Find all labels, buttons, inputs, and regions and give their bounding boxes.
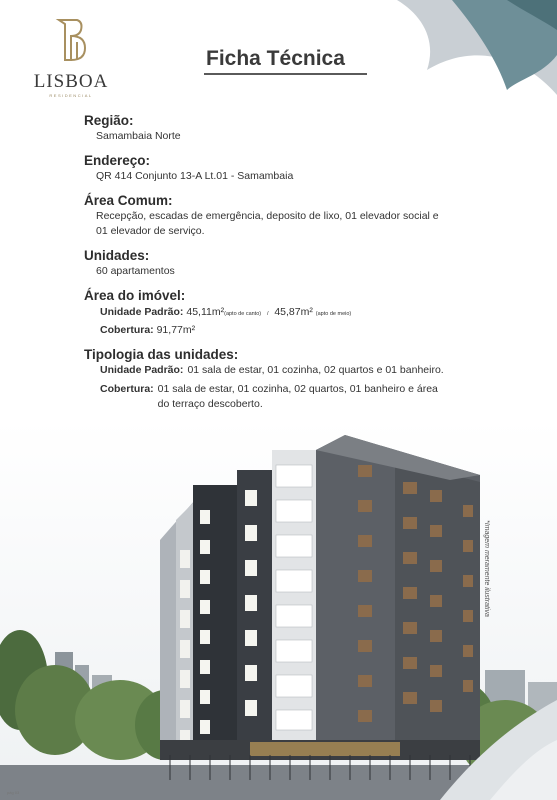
- logo-subtitle: RESIDENCIAL: [49, 93, 93, 98]
- section-area-imovel: [84, 287, 484, 338]
- area-padrao-label: Unidade Padrão:: [100, 306, 184, 318]
- regiao-heading: Região:: [84, 113, 134, 128]
- endereco-text: QR 414 Conjunto 13-A Lt.01 - Samambaia: [96, 170, 294, 182]
- area-padrao-note2: (apto de meio): [315, 311, 352, 317]
- tipologia-cobertura-line2: do terraço descoberto.: [157, 398, 263, 410]
- section-area-comum: [84, 192, 484, 239]
- building-illustration: [0, 420, 557, 800]
- tipologia-cobertura-label: Cobertura:: [100, 383, 154, 395]
- spec-content: [84, 112, 484, 420]
- area-comum-heading: Área Comum:: [84, 193, 173, 208]
- tipologia-padrao-text: 01 sala de estar, 01 cozinha, 02 quartos e 01 banheiro.: [187, 364, 444, 376]
- section-unidades: [84, 247, 484, 279]
- tipologia-padrao-label: Unidade Padrão:: [100, 364, 184, 376]
- lisboa-monogram-icon: [51, 16, 91, 64]
- decorative-corner-shapes: [357, 0, 557, 95]
- tipologia-cobertura-row: [84, 382, 484, 412]
- unidades-text: 60 apartamentos: [96, 265, 175, 277]
- area-separator: /: [266, 311, 269, 317]
- area-padrao-value1: 45,11m²: [186, 306, 225, 318]
- logo-name: LISBOA: [33, 71, 109, 92]
- title-underline: [204, 73, 367, 75]
- area-comum-line1: Recepção, escadas de emergência, deposito de lixo, 01 elevador social e: [96, 210, 439, 222]
- regiao-text: Samambaia Norte: [96, 130, 181, 142]
- area-cobertura-label: Cobertura:: [100, 324, 154, 336]
- endereco-heading: Endereço:: [84, 153, 151, 168]
- area-cobertura-row: [84, 322, 484, 338]
- tipologia-heading: Tipologia das unidades:: [84, 347, 239, 362]
- tipologia-padrao-row: [84, 363, 484, 378]
- area-padrao-row: [84, 304, 484, 322]
- area-padrao-note1: (apto de canto): [224, 311, 262, 317]
- logo: [30, 16, 112, 98]
- section-regiao: [84, 112, 484, 144]
- page-title: Ficha Técnica: [206, 47, 345, 70]
- section-endereco: [84, 152, 484, 184]
- area-cobertura-value: 91,77m²: [156, 324, 196, 336]
- unidades-heading: Unidades:: [84, 248, 150, 263]
- illustration-note-text: *Imagem meramente ilustrativa: [483, 520, 490, 617]
- area-padrao-value2: 45,87m²: [274, 306, 313, 318]
- page-number: pág 03: [7, 790, 20, 795]
- tipologia-cobertura-text: [158, 382, 438, 412]
- tipologia-cobertura-line1: 01 sala de estar, 01 cozinha, 02 quartos, 01 banheiro e área: [157, 383, 438, 395]
- area-imovel-heading: Área do imóvel:: [84, 288, 186, 303]
- section-tipologia: [84, 346, 484, 412]
- area-comum-line2: 01 elevador de serviço.: [96, 225, 205, 237]
- illustration-note: [478, 520, 490, 630]
